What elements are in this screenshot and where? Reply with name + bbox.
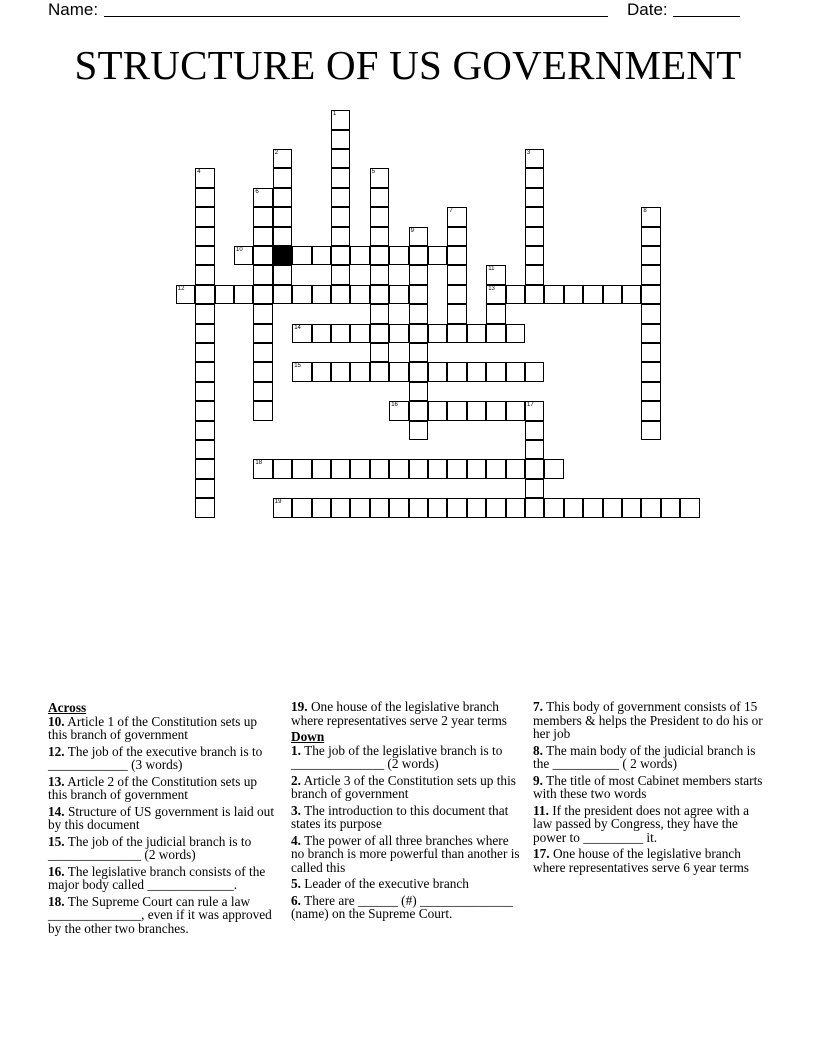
clue-across-19 (291, 700, 523, 727)
grid-cell[interactable] (389, 362, 408, 381)
grid-cell[interactable] (195, 304, 214, 323)
grid-cell[interactable] (331, 188, 350, 207)
clue-text: Structure of US government is laid out by this document (48, 803, 275, 832)
grid-cell[interactable] (331, 227, 350, 246)
grid-cell[interactable] (409, 324, 428, 343)
grid-cell[interactable] (525, 168, 544, 187)
grid-cell[interactable] (331, 285, 350, 304)
grid-cell[interactable] (370, 304, 389, 323)
grid-cell[interactable] (253, 188, 272, 207)
clue-number: 16 (391, 402, 398, 409)
name-label: Name: (48, 0, 99, 19)
clue-number: 1 (333, 111, 337, 118)
clue-num: 14. (48, 803, 65, 819)
grid-cell[interactable] (506, 498, 525, 517)
clue-down-4 (291, 834, 523, 875)
grid-cell[interactable] (312, 285, 331, 304)
grid-cell[interactable] (370, 207, 389, 226)
grid-cell[interactable] (641, 343, 660, 362)
clue-num: 13. (48, 773, 65, 789)
grid-cell[interactable] (389, 401, 408, 420)
grid-cell[interactable] (215, 285, 234, 304)
grid-cell[interactable] (447, 304, 466, 323)
clue-column-1 (48, 700, 276, 938)
grid-cell[interactable] (350, 459, 369, 478)
grid-cell[interactable] (370, 227, 389, 246)
grid-cell[interactable] (622, 285, 641, 304)
grid-cell[interactable] (273, 498, 292, 517)
clue-number: 13 (488, 285, 495, 292)
clue-num: 16. (48, 863, 65, 879)
clue-text: If the president does not agree with a law passed by Congress, they have the power to _________ it. (533, 802, 750, 845)
grid-cell[interactable] (525, 362, 544, 381)
grid-cell[interactable] (641, 362, 660, 381)
grid-cell[interactable] (234, 285, 253, 304)
clue-number: 17 (527, 402, 534, 409)
grid-cell[interactable] (525, 285, 544, 304)
grid-cell[interactable] (331, 246, 350, 265)
clue-text: The legislative branch consists of the major body called _____________. (48, 863, 266, 892)
grid-cell[interactable] (370, 343, 389, 362)
grid-cell[interactable] (409, 343, 428, 362)
grid-cell[interactable] (195, 168, 214, 187)
grid-cell[interactable] (409, 498, 428, 517)
grid-cell[interactable] (253, 362, 272, 381)
clue-text: One house of the legislative branch where representatives serve 6 year terms (533, 846, 749, 875)
grid-cell[interactable] (641, 265, 660, 284)
clue-across-15 (48, 835, 276, 862)
grid-cell[interactable] (195, 246, 214, 265)
clue-number: 7 (449, 208, 453, 215)
grid-cell[interactable] (331, 130, 350, 149)
grid-cell[interactable] (525, 227, 544, 246)
clue-across-18 (48, 895, 276, 936)
grid-cell[interactable] (525, 440, 544, 459)
grid-cell[interactable] (370, 285, 389, 304)
clue-down-7 (533, 700, 765, 741)
grid-cell[interactable] (409, 459, 428, 478)
grid-cell[interactable] (350, 498, 369, 517)
clue-down-17 (533, 847, 765, 874)
grid-cell[interactable] (195, 498, 214, 517)
grid-cell[interactable] (195, 227, 214, 246)
grid-cell[interactable] (331, 207, 350, 226)
grid-cell[interactable] (389, 498, 408, 517)
grid-cell[interactable] (506, 324, 525, 343)
clue-across-16 (48, 865, 276, 892)
clue-number: 9 (410, 227, 414, 234)
grid-cell[interactable] (486, 285, 505, 304)
grid-cell[interactable] (195, 285, 214, 304)
grid-cell[interactable] (273, 168, 292, 187)
grid-cell[interactable] (273, 459, 292, 478)
clue-text: Article 3 of the Constitution sets up this branch of government (291, 772, 516, 801)
grid-cell[interactable] (331, 498, 350, 517)
grid-cell[interactable] (331, 362, 350, 381)
clue-down-2 (291, 774, 523, 801)
clue-text: The job of the judicial branch is to ______________ (2 words) (48, 833, 252, 862)
grid-cell[interactable] (312, 362, 331, 381)
grid-cell[interactable] (409, 265, 428, 284)
grid-cell[interactable] (467, 459, 486, 478)
grid-cell[interactable] (409, 401, 428, 420)
grid-cell[interactable] (409, 246, 428, 265)
grid-cell[interactable] (292, 362, 311, 381)
grid-cell[interactable] (253, 324, 272, 343)
clue-num: 17. (533, 846, 550, 861)
down-heading: Down (291, 729, 325, 744)
grid-cell[interactable] (486, 401, 505, 420)
across-heading: Across (48, 700, 87, 715)
grid-cell[interactable] (273, 207, 292, 226)
grid-cell[interactable] (312, 459, 331, 478)
clue-text: Article 2 of the Constitution sets up this branch of government (48, 773, 258, 802)
clue-text: The job of the legislative branch is to ______________ (2 words) (291, 742, 503, 771)
grid-cell[interactable] (583, 498, 602, 517)
grid-cell[interactable] (350, 285, 369, 304)
grid-cell[interactable] (389, 459, 408, 478)
grid-cell[interactable] (525, 421, 544, 440)
clue-num: 12. (48, 743, 65, 759)
grid-cell[interactable] (350, 362, 369, 381)
grid-cell[interactable] (273, 188, 292, 207)
grid-cell[interactable] (312, 246, 331, 265)
grid-cell[interactable] (312, 498, 331, 517)
grid-cell[interactable] (409, 421, 428, 440)
clue-num: 15. (48, 833, 65, 849)
clue-text: One house of the legislative branch where representatives serve 2 year terms (291, 699, 507, 728)
grid-cell[interactable] (331, 324, 350, 343)
grid-cell[interactable] (447, 324, 466, 343)
grid-cell[interactable] (292, 285, 311, 304)
clue-number: 11 (488, 266, 495, 273)
clue-num: 18. (48, 893, 65, 909)
grid-cell[interactable] (195, 479, 214, 498)
clue-text: The power of all three branches where no branch is more powerful than another is called this (291, 832, 520, 875)
clue-number: 4 (197, 169, 201, 176)
grid-cell[interactable] (195, 207, 214, 226)
grid-cell[interactable] (312, 324, 331, 343)
grid-cell[interactable] (428, 324, 447, 343)
grid-cell[interactable] (292, 498, 311, 517)
grid-cell[interactable] (409, 227, 428, 246)
grid-cell[interactable] (331, 265, 350, 284)
grid-cell[interactable] (447, 401, 466, 420)
grid-cell[interactable] (195, 343, 214, 362)
grid-cell[interactable] (447, 265, 466, 284)
clue-num: 1. (291, 742, 301, 758)
grid-cell[interactable] (370, 362, 389, 381)
clue-across-14 (48, 805, 276, 832)
grid-cell[interactable] (331, 110, 350, 129)
grid-cell[interactable] (428, 362, 447, 381)
grid-cell[interactable] (447, 362, 466, 381)
grid-cell[interactable] (603, 285, 622, 304)
clue-number: 14 (294, 324, 301, 331)
grid-cell[interactable] (641, 382, 660, 401)
grid-cell[interactable] (273, 285, 292, 304)
grid-cell[interactable] (564, 285, 583, 304)
grid-cell[interactable] (525, 188, 544, 207)
grid-cell[interactable] (389, 246, 408, 265)
grid-cell[interactable] (234, 246, 253, 265)
clue-number: 19 (274, 499, 282, 506)
grid-cell[interactable] (253, 285, 272, 304)
grid-cell[interactable] (331, 149, 350, 168)
grid-cell[interactable] (486, 324, 505, 343)
grid-cell[interactable] (409, 382, 428, 401)
grid-cell[interactable] (195, 401, 214, 420)
grid-cell[interactable] (525, 149, 544, 168)
grid-cell[interactable] (641, 401, 660, 420)
grid-cell[interactable] (253, 207, 272, 226)
grid-cell[interactable] (195, 265, 214, 284)
grid-cell[interactable] (370, 168, 389, 187)
grid-cell[interactable] (680, 498, 699, 517)
grid-cell[interactable] (428, 459, 447, 478)
grid-cell[interactable] (506, 459, 525, 478)
grid-cell[interactable] (467, 498, 486, 517)
grid-cell[interactable] (525, 401, 544, 420)
grid-block (273, 246, 292, 265)
grid-cell[interactable] (370, 498, 389, 517)
clue-text: There are ______ (#) ______________ (name) on the Supreme Court. (291, 892, 514, 921)
grid-cell[interactable] (506, 401, 525, 420)
grid-cell[interactable] (506, 362, 525, 381)
grid-cell[interactable] (331, 168, 350, 187)
grid-cell[interactable] (447, 207, 466, 226)
grid-cell[interactable] (195, 440, 214, 459)
grid-cell[interactable] (467, 324, 486, 343)
grid-cell[interactable] (176, 285, 195, 304)
grid-cell[interactable] (525, 498, 544, 517)
grid-cell[interactable] (486, 498, 505, 517)
clue-down-9 (533, 774, 765, 801)
clue-number: 15 (294, 363, 301, 370)
grid-cell[interactable] (544, 498, 563, 517)
grid-cell[interactable] (622, 498, 641, 517)
grid-cell[interactable] (273, 265, 292, 284)
clue-number: 2 (274, 150, 279, 156)
clue-down-6 (291, 894, 523, 921)
grid-cell[interactable] (195, 362, 214, 381)
clue-down-5 (291, 877, 523, 891)
grid-cell[interactable] (409, 304, 428, 323)
grid-cell[interactable] (350, 246, 369, 265)
grid-cell[interactable] (292, 324, 311, 343)
grid-cell[interactable] (370, 265, 389, 284)
grid-cell[interactable] (447, 246, 466, 265)
clue-num: 7. (533, 699, 543, 714)
clue-number: 8 (643, 208, 647, 215)
grid-cell[interactable] (486, 265, 505, 284)
clue-number: 6 (255, 188, 259, 195)
clue-number: 10 (236, 247, 243, 253)
grid-cell[interactable] (253, 265, 272, 284)
clue-down-8 (533, 744, 765, 771)
clue-down-1 (291, 744, 523, 771)
grid-cell[interactable] (447, 227, 466, 246)
grid-cell[interactable] (564, 498, 583, 517)
clue-num: 3. (291, 802, 301, 818)
clue-text: The main body of the judicial branch is the __________ ( 2 words) (533, 742, 756, 771)
grid-cell[interactable] (544, 459, 563, 478)
grid-cell[interactable] (641, 421, 660, 440)
grid-cell[interactable] (370, 246, 389, 265)
clue-num: 19. (291, 699, 308, 714)
clue-text: The job of the executive branch is to ____________ (3 words) (48, 743, 263, 772)
clue-across-12 (48, 745, 276, 772)
grid-cell[interactable] (525, 479, 544, 498)
grid-cell[interactable] (641, 246, 660, 265)
grid-cell[interactable] (641, 498, 660, 517)
grid-cell[interactable] (525, 459, 544, 478)
clue-num: 6. (291, 892, 301, 908)
grid-cell[interactable] (273, 149, 292, 168)
clue-across-13 (48, 775, 276, 802)
clue-number: 18 (255, 460, 263, 467)
clue-text: Leader of the executive branch (300, 876, 469, 891)
grid-cell[interactable] (331, 459, 350, 478)
grid-cell[interactable] (253, 382, 272, 401)
grid-cell[interactable] (195, 459, 214, 478)
clue-num: 5. (291, 876, 301, 891)
grid-cell[interactable] (641, 324, 660, 343)
clue-num: 4. (291, 832, 301, 848)
grid-cell[interactable] (370, 459, 389, 478)
page-title: STRUCTURE OF US GOVERNMENT (74, 42, 742, 88)
grid-cell[interactable] (603, 498, 622, 517)
grid-cell[interactable] (447, 498, 466, 517)
grid-cell[interactable] (428, 498, 447, 517)
grid-cell[interactable] (389, 324, 408, 343)
grid-cell[interactable] (253, 401, 272, 420)
grid-cell[interactable] (273, 227, 292, 246)
grid-cell[interactable] (467, 401, 486, 420)
grid-cell[interactable] (253, 246, 272, 265)
grid-cell[interactable] (544, 285, 563, 304)
grid-cell[interactable] (389, 285, 408, 304)
grid-cell[interactable] (641, 207, 660, 226)
grid-cell[interactable] (525, 207, 544, 226)
grid-cell[interactable] (195, 421, 214, 440)
grid-cell[interactable] (506, 285, 525, 304)
clue-num: 2. (291, 772, 301, 788)
grid-cell[interactable] (195, 188, 214, 207)
clue-text: This body of government consists of 15 members & helps the President to do his or her job (533, 699, 763, 741)
grid-cell[interactable] (253, 459, 272, 478)
grid-cell[interactable] (292, 459, 311, 478)
grid-cell[interactable] (641, 227, 660, 246)
clue-text: The title of most Cabinet members starts with these two words (533, 772, 763, 801)
grid-cell[interactable] (486, 362, 505, 381)
clue-column-2 (291, 700, 523, 924)
clue-num: 10. (48, 713, 65, 729)
grid-cell[interactable] (350, 324, 369, 343)
grid-cell[interactable] (292, 246, 311, 265)
grid-cell[interactable] (661, 498, 680, 517)
grid-cell[interactable] (370, 188, 389, 207)
grid-cell[interactable] (447, 459, 466, 478)
grid-cell[interactable] (370, 324, 389, 343)
grid-cell[interactable] (486, 304, 505, 323)
clue-text: The introduction to this document that states its purpose (291, 802, 509, 831)
clue-text: The Supreme Court can rule a law ______________, even if it was approved by the other two branches. (48, 893, 272, 936)
clue-down-11 (533, 804, 765, 845)
grid-cell[interactable] (525, 246, 544, 265)
clue-number: 12 (177, 285, 185, 292)
grid-cell[interactable] (428, 401, 447, 420)
grid-cell[interactable] (583, 285, 602, 304)
grid-cell[interactable] (409, 285, 428, 304)
grid-cell[interactable] (428, 246, 447, 265)
grid-cell[interactable] (253, 343, 272, 362)
grid-cell[interactable] (641, 285, 660, 304)
grid-cell[interactable] (253, 304, 272, 323)
clue-down-3 (291, 804, 523, 831)
grid-cell[interactable] (525, 265, 544, 284)
clue-text: Article 1 of the Constitution sets up this branch of government (48, 713, 258, 742)
clue-number: 5 (371, 169, 376, 176)
grid-cell[interactable] (195, 324, 214, 343)
clue-num: 8. (533, 742, 543, 758)
clue-number: 3 (527, 150, 531, 156)
grid-cell[interactable] (486, 459, 505, 478)
grid-cell[interactable] (641, 304, 660, 323)
grid-cell[interactable] (195, 382, 214, 401)
clue-num: 11. (533, 802, 549, 818)
clue-num: 9. (533, 772, 543, 788)
clue-across-10 (48, 715, 276, 742)
grid-cell[interactable] (467, 362, 486, 381)
grid-cell[interactable] (409, 362, 428, 381)
grid-cell[interactable] (253, 227, 272, 246)
grid-cell[interactable] (447, 285, 466, 304)
clue-column-3 (533, 700, 765, 877)
date-label: Date: (627, 0, 668, 19)
